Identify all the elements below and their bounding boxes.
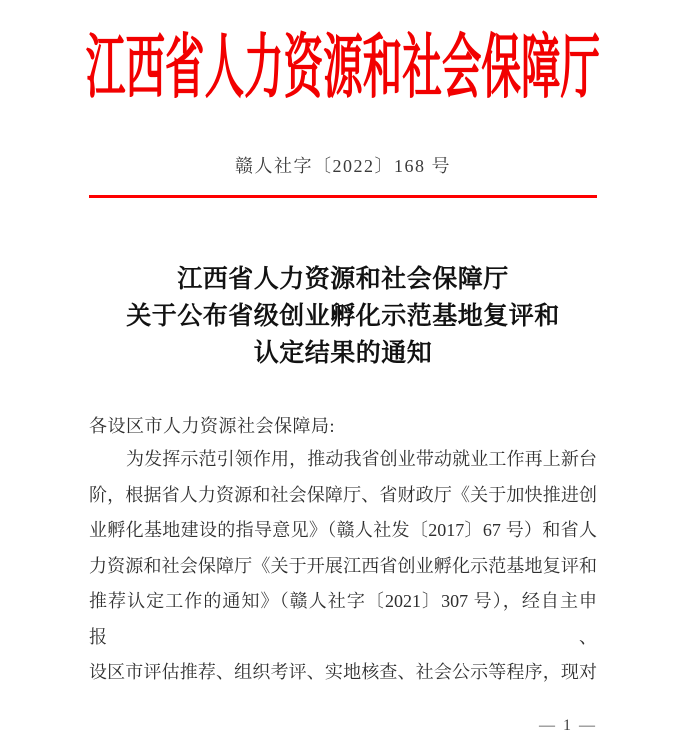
body-line: 阶，根据省人力资源和社会保障厅、省财政厅《关于加快推进创 [89,484,597,505]
salutation: 各设区市人力资源社会保障局: [89,416,335,436]
body-line: 业孵化基地建设的指导意见》（赣人社发〔2017〕67 号）和省人 [89,520,597,540]
body-line: 设区市评估推荐、组织考评、实地核查、社会公示等程序，现对 [89,662,597,682]
doc-reference-number: 赣人社字〔2022〕168 号 [235,156,451,176]
page-number: — 1 — [539,716,597,734]
agency-masthead [85,26,601,112]
document-title-line: 江西省人力资源和社会保障厅 [177,266,509,293]
document-title [89,261,597,372]
red-divider-line [89,195,597,198]
body-line: 为发挥示范引领作用，推动我省创业带动就业工作再上新台 [126,449,597,469]
body-line: 力资源和社会保障厅《关于开展江西省创业孵化示范基地复评和 [89,555,597,576]
body-line: 推荐认定工作的通知》（赣人社字〔2021〕307 号），经自主申报、 [89,591,597,647]
document-title-line: 认定结果的通知 [253,340,433,367]
document-title-line: 关于公布省级创业孵化示范基地复评和 [126,303,560,330]
agency-masthead-text: 江西省人力资源和社会保障厅 [85,30,601,107]
